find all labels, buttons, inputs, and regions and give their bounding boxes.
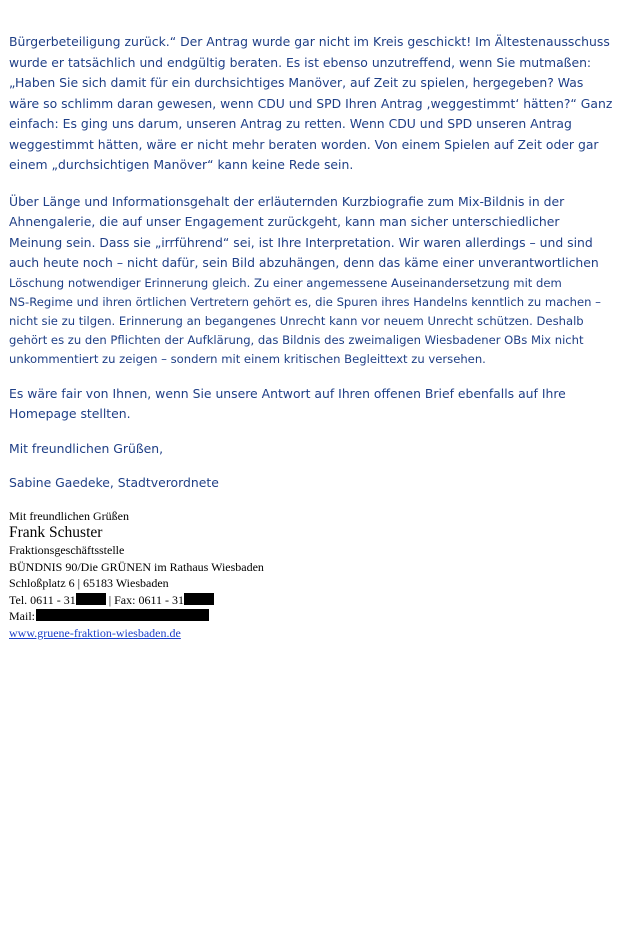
website-link[interactable]: www.gruene-fraktion-wiesbaden.de — [9, 625, 181, 640]
letter-body — [9, 32, 621, 641]
redacted-phone — [76, 593, 106, 605]
signature-greeting: Mit freundlichen Grüßen — [9, 508, 129, 523]
redacted-fax — [184, 593, 214, 605]
signature-role: Fraktionsgeschäftsstelle — [9, 543, 125, 558]
email-signature — [9, 508, 621, 642]
redacted-email — [36, 609, 209, 621]
paragraph-homepage-request: Es wäre fair von Ihnen, wenn Sie unsere Antwort auf Ihren offenen Brief ebenfalls auf Ihre Homepage stellten. — [9, 385, 566, 422]
paragraph-antrag: Bürgerbeteiligung zurück.“ Der Antrag wurde gar nicht im Kreis geschickt! Im Ältestenausschuss wurde er tatsächlich und endgültig beraten. Es ist ebenso unzutreffend, wenn Sie mutmaßen: „Haben Sie sich damit für ein durchsichtiges Manöver, auf Zeit zu spielen, hergegeben? Was wäre so schlimm daran gewesen, wenn CDU und SPD Ihren Antrag ‚weggestimmt‘ hätten?“ Ganz einfach: Es ging uns darum, unseren Antrag zu retten. Wenn CDU und SPD unseren Antrag weggestimmt hätten, wäre er nicht mehr beraten worden. Von einem Spielen auf Zeit oder gar einem „durchsichtigen Manöver“ kann keine Rede sein. — [9, 34, 613, 172]
signature-organization: BÜNDNIS 90/Die GRÜNEN im Rathaus Wiesbaden — [9, 559, 264, 574]
paragraph-erinnerung: Löschung notwendiger Erinnerung gleich. Zu einer angemessene Auseinandersetzung mit dem NS-Regime und ihren örtlichen Vertretern gehört es, die Spuren ihres Handelns kenntlich zu machen – nicht sie zu tilgen. Erinnerung an begangenes Unrecht kann vor neuem Unrecht schützen. Deshalb gehört es zu den Pflichten der Aufklärung, das Bildnis des zweimaligen Wiesbadener OBs Mix nicht unkommentiert zu zeigen – sondern mit einem kritischen Begleittext zu versehen. — [9, 275, 601, 367]
mail-label: Mail: — [9, 609, 35, 624]
fax-label: | Fax: 0611 - 31 — [108, 592, 184, 607]
signature-phone-line — [9, 592, 621, 609]
author-signature: Sabine Gaedeke, Stadtverordnete — [9, 475, 219, 491]
closing-greeting: Mit freundlichen Grüßen, — [9, 440, 164, 456]
signature-address: Schloßplatz 6 | 65183 Wiesbaden — [9, 576, 169, 591]
signature-name: Frank Schuster — [9, 524, 103, 542]
phone-label: Tel. 0611 - 31 — [9, 592, 76, 607]
signature-mail-line — [9, 608, 621, 625]
paragraph-kurzbiografie: Über Länge und Informationsgehalt der erläuternden Kurzbiografie zum Mix-Bildnis in der Ahnengalerie, die auf unser Engagement zurückgeht, kann man sicher unterschiedlicher Meinung sein. Dass sie „irrführend“ sei, ist Ihre Interpretation. Wir waren allerdings – und sind auch heute noch – nicht dafür, sein Bild abzuhängen, denn das käme einer unverantwortlichen — [9, 193, 599, 270]
